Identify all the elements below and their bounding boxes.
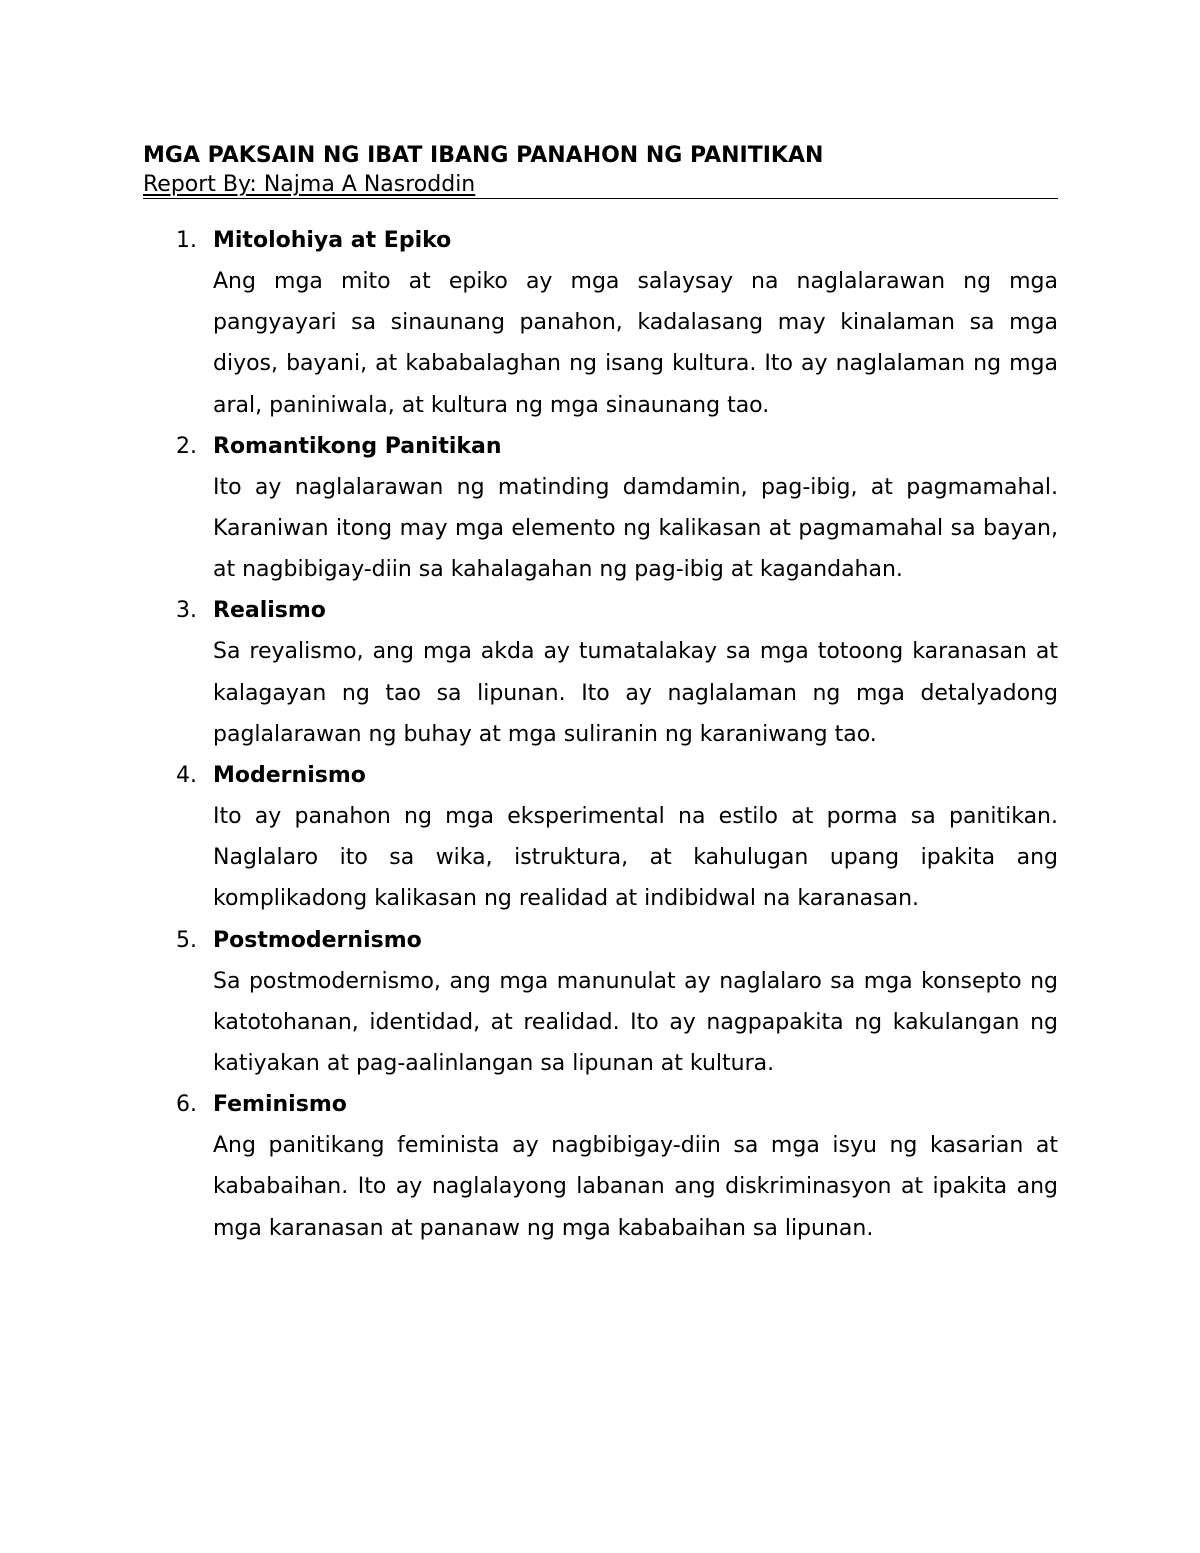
item-number: 2.	[176, 433, 197, 459]
header-divider	[143, 198, 1058, 199]
item-body: Ang panitikang feminista ay nagbibigay-diin sa mga isyu ng kasarian at kababaihan. Ito ay naglalayong labanan ang diskriminasyon at ipakita ang mga karanasan at pananaw ng mga kababaihan sa lipunan.	[213, 1133, 1058, 1241]
document-header	[143, 141, 1058, 199]
document-title: MGA PAKSAIN NG IBAT IBANG PANAHON NG PANITIKAN	[143, 143, 824, 168]
item-number: 6.	[176, 1092, 197, 1118]
list-item	[143, 920, 1058, 1085]
item-number: 3.	[176, 598, 197, 624]
report-by-line: Report By: Najma A Nasroddin	[143, 172, 476, 197]
item-body: Sa postmodernismo, ang mga manunulat ay naglalaro sa mga konsepto ng katotohanan, identidad, at realidad. Ito ay nagpapakita ng kakulangan ng katiyakan at pag-aalinlangan sa lipunan at kultura.	[213, 968, 1058, 1077]
topics-list	[143, 220, 1058, 1249]
item-heading: Realismo	[213, 598, 326, 624]
item-heading: Postmodernismo	[213, 927, 422, 953]
item-heading: Mitolohiya at Epiko	[213, 228, 452, 253]
item-number: 4.	[176, 763, 197, 789]
item-heading: Feminismo	[213, 1092, 347, 1118]
item-body: Ito ay panahon ng mga eksperimental na estilo at porma sa panitikan. Naglalaro ito sa wika, istruktura, at kahulugan upang ipakita ang komplikadong kalikasan ng realidad at indibidwal na karanasan.	[213, 804, 1058, 912]
item-body: Ang mga mito at epiko ay mga salaysay na naglalarawan ng mga pangyayari sa sinaunang panahon, kadalasang may kinalaman sa mga diyos, bayani, at kababalaghan ng isang kultura. Ito ay naglalaman ng mga aral, paniniwala, at kultura ng mga sinaunang tao.	[213, 269, 1058, 418]
list-item	[143, 426, 1058, 591]
item-heading: Modernismo	[213, 763, 366, 789]
list-item	[143, 220, 1058, 426]
list-item	[143, 590, 1058, 755]
item-number: 5.	[176, 927, 197, 953]
item-body: Sa reyalismo, ang mga akda ay tumatalakay sa mga totoong karanasan at kalagayan ng tao sa lipunan. Ito ay naglalaman ng mga detalyadong paglalarawan ng buhay at mga suliranin ng karaniwang tao.	[213, 639, 1058, 747]
item-heading: Romantikong Panitikan	[213, 433, 502, 459]
list-item	[143, 755, 1058, 920]
list-item	[143, 1084, 1058, 1249]
item-number: 1.	[176, 228, 197, 253]
item-body: Ito ay naglalarawan ng matinding damdamin, pag-ibig, at pagmamahal. Karaniwan itong may mga elemento ng kalikasan at pagmamahal sa bayan, at nagbibigay-diin sa kahalagahan ng pag-ibig at kagandahan.	[213, 474, 1058, 583]
